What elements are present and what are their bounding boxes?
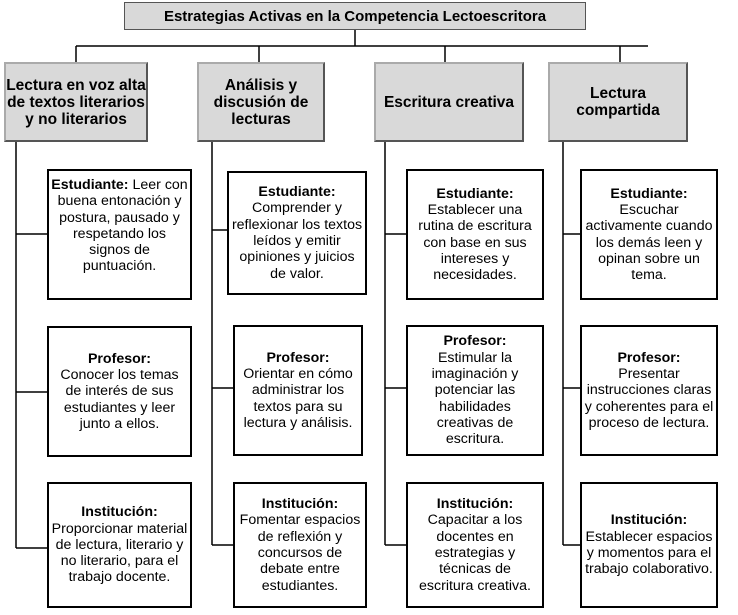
card-institucion-analisis (233, 482, 367, 608)
card-profesor-lectura-compartida (580, 325, 718, 456)
category-label: Análisis y discusión de lecturas (213, 76, 309, 128)
role-label: Profesor: (266, 349, 330, 366)
category-label: Escritura creativa (383, 93, 515, 111)
role-label: Institución: (436, 496, 514, 513)
role-description: Establecer una rutina de escritura con base en sus intereses y necesidades. (418, 201, 532, 284)
role-description: Estimular la imaginación y potenciar las habilidades creativas de escritura. (431, 349, 519, 448)
card-estudiante-lectura-compartida (580, 169, 718, 300)
category-analisis-y-discusion (197, 62, 325, 142)
role-label: Profesor: (617, 349, 681, 366)
diagram-title: Estrategias Activas en la Competencia Lectoescritora (124, 2, 586, 30)
role-description: Fomentar espacios de reflexión y concursos de debate entre estudiantes. (239, 512, 361, 594)
role-label: Profesor: (443, 333, 507, 350)
category-lectura-compartida (548, 62, 688, 142)
role-label: Estudiante: (51, 177, 133, 193)
card-estudiante-escritura (406, 169, 544, 300)
role-label: Estudiante: (258, 184, 336, 201)
role-description: Escuchar activamente cuando los demás leen y opinan sobre un tema. (585, 201, 713, 284)
card-profesor-analisis (233, 325, 363, 456)
role-description: Orientar en cómo administrar los textos para su lectura y análisis. (243, 366, 353, 431)
card-profesor-lectura-voz-alta (47, 326, 192, 457)
card-estudiante-analisis (227, 171, 367, 295)
role-description: Capacitar a los docentes en estrategias y técnicas de escritura creativa. (419, 512, 531, 594)
role-label: Institución: (610, 512, 688, 529)
role-description: Conocer los temas de interés de sus estudiantes y leer junto a ellos. (60, 367, 179, 432)
category-label: Lectura en voz alta de textos literarios y no literarios (6, 76, 146, 128)
role-label: Profesor: (87, 350, 152, 367)
role-description: Presentar instrucciones claras y coherentes para el proceso de lectura. (584, 366, 714, 431)
role-label: Estudiante: (610, 185, 688, 202)
category-lectura-en-voz-alta (4, 62, 148, 142)
role-description: Proporcionar material de lectura, literario y no literario, para el trabajo docente. (51, 520, 188, 586)
card-institucion-lectura-compartida (580, 482, 718, 608)
role-description: Establecer espacios y momentos para el trabajo colaborativo. (585, 528, 713, 578)
card-estudiante-lectura-voz-alta (47, 169, 192, 300)
role-label: Estudiante: (436, 185, 514, 202)
category-escritura-creativa (374, 62, 524, 142)
role-label: Institución: (81, 504, 158, 521)
card-institucion-escritura (406, 482, 544, 608)
role-description: Comprender y reflexionar los textos leídos y emitir opiniones y juicios de valor. (231, 200, 363, 282)
category-label: Lectura compartida (576, 85, 660, 119)
role-label: Institución: (261, 496, 339, 513)
role-description: Leer con buena entonación y postura, pausado y respetando los signos de puntuación. (57, 177, 188, 275)
card-profesor-escritura (406, 325, 544, 456)
card-institucion-lectura-voz-alta (47, 482, 192, 608)
